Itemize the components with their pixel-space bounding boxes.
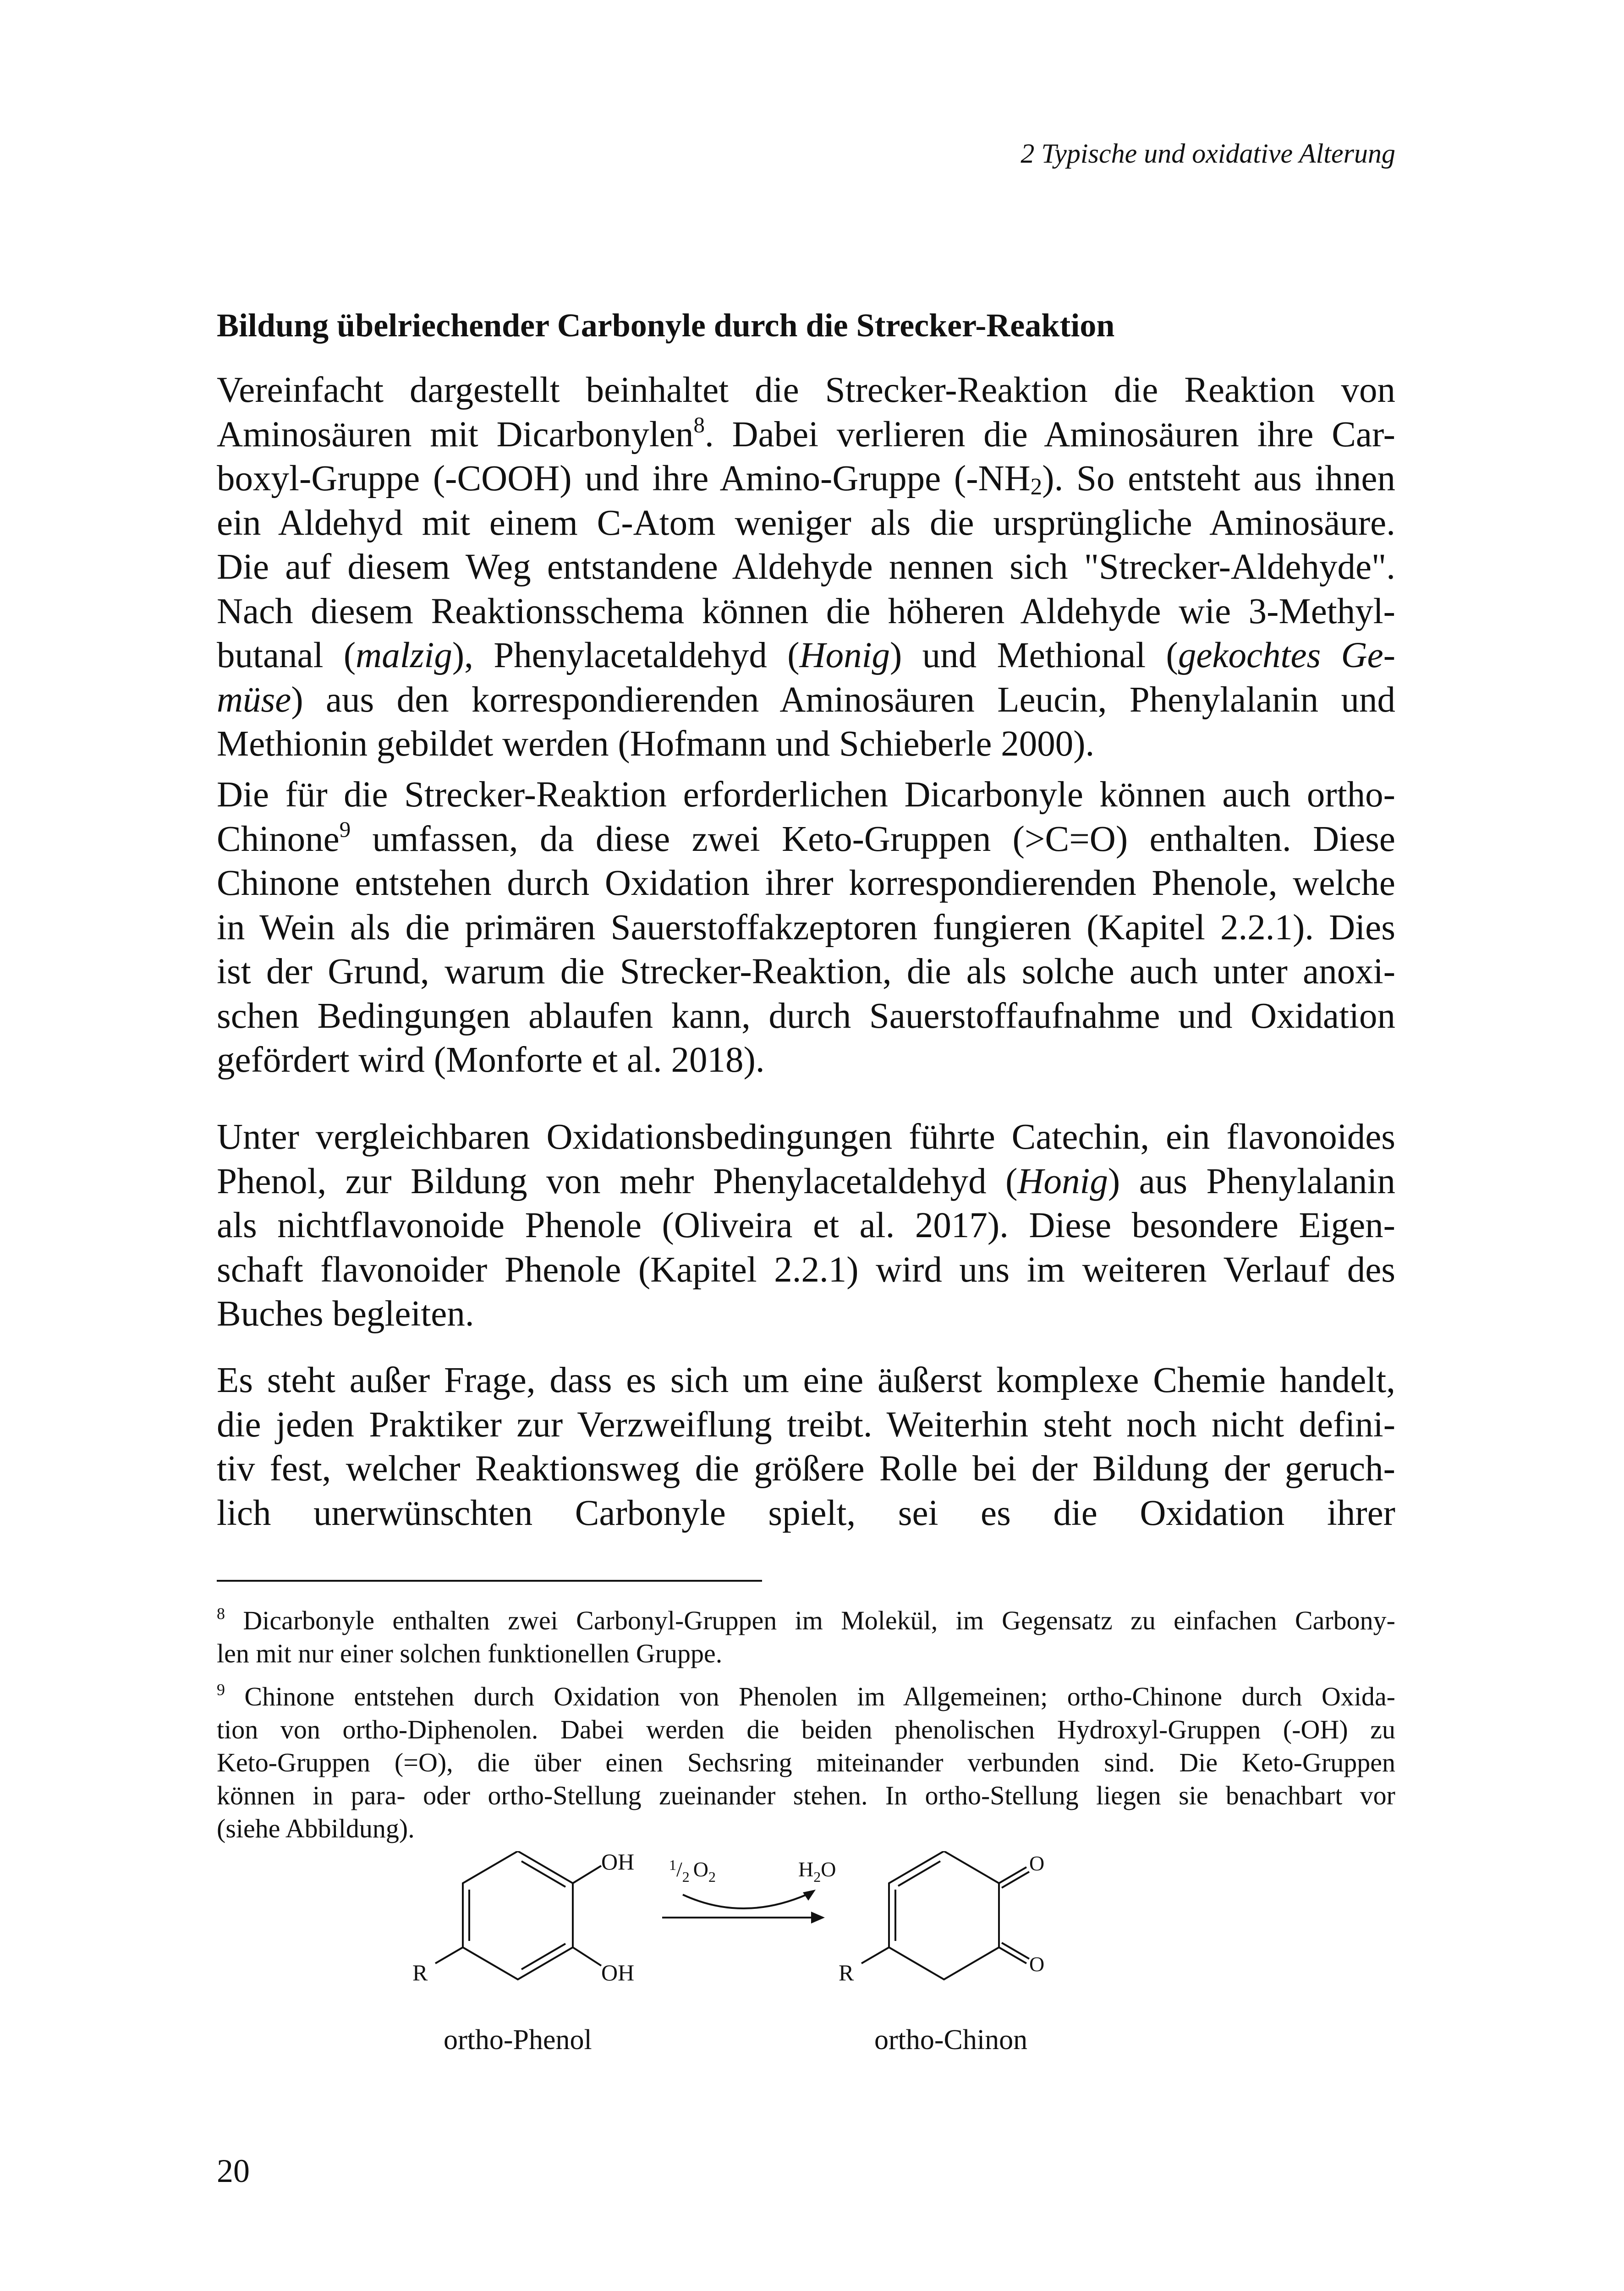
text-line: ist der Grund, warum die Strecker-Reaktion, die als solche auch unter anoxi- [217,952,1395,992]
text-line: boxyl-Gruppe (-COOH) und ihre Amino-Gruppe $(-NH_2)$. So entsteht aus ihnen [217,459,1395,500]
paragraph-1 [217,368,1395,767]
curved-arrow-head [803,1890,816,1901]
phenol-oh-bottom: OH [601,1960,635,1985]
quinone-r-group: R [839,1960,854,1985]
text-line: Chinone$^9$ umfassen, da diese zwei Keto-Gruppen (>C=O) enthalten. Diese [217,817,1395,859]
footnote-line: $^9$ Chinone entstehen durch Oxidation von Phenolen im Allgemeinen; ortho-Chinone durch Oxida- [217,1680,1395,1711]
text-line: schen Bedingungen ablaufen kann, durch Sauerstoffaufnahme und Oxidation [217,996,1395,1036]
running-header: 2 Typische und oxidative Alterung [1020,138,1395,169]
text-line: gefördert wird (Monforte et al. 2018). [217,1040,765,1080]
quinone-o-top: O [1029,1852,1045,1875]
text-line: butanal (malzig), Phenylacetaldehyd (Honig) und Methional (gekochtes Ge- [217,636,1395,675]
footnote-ref-9: 9 [339,817,351,842]
text-line: Es steht außer Frage, dass es sich um eine äußerst komplexe Chemie handelt, [217,1360,1395,1400]
text-line: Aminosäuren mit Dicarbonylen$^8$. Dabei verlieren die Aminosäuren ihre Car- [217,412,1395,455]
text-line: Buches begleiten. [217,1294,474,1334]
phenol-caption: ortho-Phenol [444,2024,592,2055]
quinone-o-bottom: O [1029,1952,1045,1976]
ortho-phenol-structure [435,1851,601,1979]
ortho-quinone-structure [861,1851,1029,1979]
reaction-scheme [403,1851,1072,2021]
footnote-separator [217,1580,762,1582]
page-number: 20 [217,2153,250,2189]
text-line: Chinone entstehen durch Oxidation ihrer korrespondierenden Phenole, welche [217,863,1395,903]
footnote-line: tion von ortho-Diphenolen. Dabei werden die beiden phenolischen Hydroxyl-Gruppen (-OH) zu [217,1715,1395,1744]
text-line: Die für die Strecker-Reaktion erforderlichen Dicarbonyle können auch ortho- [217,775,1395,815]
text-line: Die auf diesem Weg entstandene Aldehyde nennen sich "Strecker-Aldehyde". [217,547,1395,587]
phenol-oh-top: OH [601,1851,635,1874]
text-line: Phenol, zur Bildung von mehr Phenylacetaldehyd (Honig) aus Phenylalanin [217,1161,1395,1201]
reagent-label: $^1/_2$ $O_2$ [669,1857,716,1885]
footnote-line: (siehe Abbildung). [217,1814,415,1843]
text-line: Unter vergleichbaren Oxidationsbedingungen führte Catechin, ein flavonoides [217,1117,1395,1157]
footnote-9 [217,1680,1395,1845]
paragraph-3 [217,1115,1395,1337]
text-line: lich unerwünschten Carbonyle spielt, sei es die Oxidation ihrer [217,1493,1395,1533]
quinone-caption: ortho-Chinon [874,2024,1028,2055]
footnote-line: len mit nur einer solchen funktionellen Gruppe. [217,1639,723,1668]
text-line: tiv fest, welcher Reaktionsweg die größere Rolle bei der Bildung der geruch- [217,1449,1395,1489]
footnote-ref-8: 8 [693,412,705,438]
text-line: Nach diesem Reaktionsschema können die höheren Aldehyde wie 3-Methyl- [217,591,1395,631]
text-line: als nichtflavonoide Phenole (Oliveira et al. 2017). Diese besondere Eigen- [217,1206,1395,1245]
text-line: schaft flavonoider Phenole (Kapitel 2.2.1) wird uns im weiteren Verlauf des [217,1250,1395,1290]
footnote-line: Keto-Gruppen (=O), die über einen Sechsring miteinander verbunden sind. Die Keto-Gruppen [217,1748,1395,1777]
phenol-r-group: R [412,1960,428,1985]
paragraph-2 [217,773,1395,1083]
byproduct-label: $H_2O$ [798,1858,836,1885]
footnote-line: $^8$ Dicarbonyle enthalten zwei Carbonyl-Gruppen im Molekül, im Gegensatz zu einfachen Carbony- [217,1604,1395,1635]
footnote-line: können in para- oder ortho-Stellung zueinander stehen. In ortho-Stellung liegen sie benachbart vor [217,1781,1395,1810]
footnote-8 [217,1604,1395,1670]
text-line: Methionin gebildet werden (Hofmann und Schieberle 2000). [217,724,1095,764]
text-line: in Wein als die primären Sauerstoffakzeptoren fungieren (Kapitel 2.2.1). Dies [217,907,1395,948]
section-heading: Bildung übelriechender Carbonyle durch die Strecker-Reaktion [217,307,1115,344]
paragraph-4 [217,1359,1395,1535]
text-line: Vereinfacht dargestellt beinhaltet die Strecker-Reaktion die Reaktion von [217,370,1395,410]
footnote-marker: 9 [217,1680,225,1699]
text-line: die jeden Praktiker zur Verzweiflung treibt. Weiterhin steht noch nicht defini- [217,1404,1395,1445]
curved-arrow [683,1895,807,1908]
reaction-arrow-head [811,1912,825,1924]
text-line: ein Aldehyd mit einem C-Atom weniger als die ursprüngliche Aminosäure. [217,503,1395,543]
footnote-marker: 8 [217,1604,225,1623]
text-line: müse) aus den korrespondierenden Aminosäuren Leucin, Phenylalanin und [217,680,1395,720]
